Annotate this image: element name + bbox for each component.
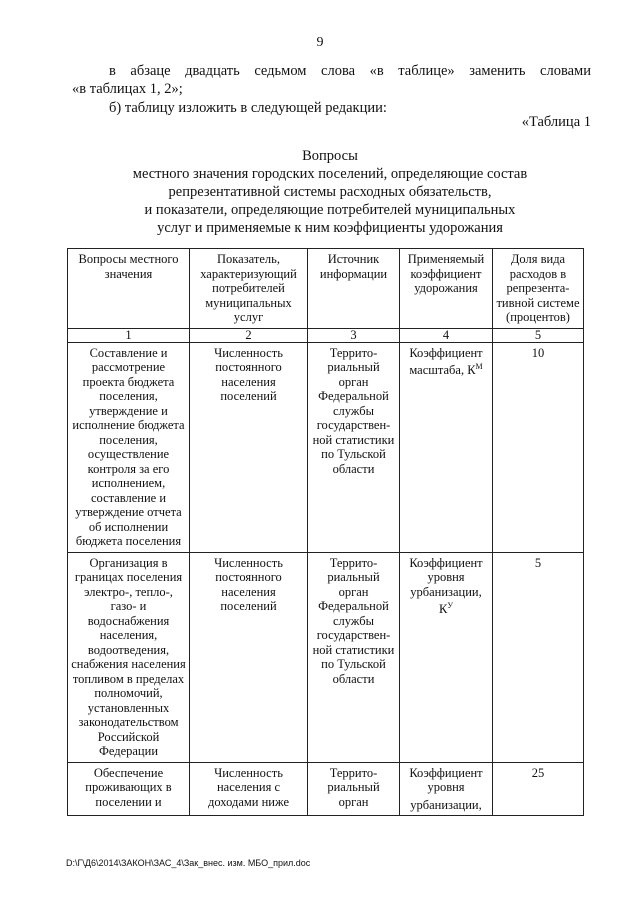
table-row [68,342,584,552]
word: заменить [469,63,526,79]
paragraph-b: б) таблицу изложить в следующей редакции: [109,100,387,116]
word: таблице» [398,63,455,79]
coefficient-cell [400,552,493,762]
word: словами [540,63,591,79]
share-cell: 5 [493,552,584,762]
column-number: 2 [190,328,308,342]
word: «в [369,63,384,79]
page-number: 9 [316,35,324,50]
column-number: 4 [400,328,493,342]
title-line: местного значения городских поселений, определяющие состав [132,166,528,182]
paragraph-a-line2: «в таблицах 1, 2»; [72,81,183,97]
title-line: услуг и применяемые к ним коэффициенты удорожания [157,220,503,236]
table-title [90,147,570,237]
source-cell: Террито-риальный орган Федеральной службы государствен-ной статистики по Тульской области [308,552,400,762]
question-cell: Организация в границах поселения электро-, тепло-, газо- и водоснабжения населения, водоотведения, снабжения населения топливом в пределах полномочий, установленных законодательством Российской Федерации [68,552,190,762]
paragraph-a-line1 [109,62,591,80]
header-cell: Вопросы местного значения [68,249,190,329]
header-row [68,249,584,329]
table-row [68,762,584,816]
coefficient-text: Коэффициент уровня урбанизации, К [409,555,483,617]
expenditure-table [67,248,584,816]
share-cell: 10 [493,342,584,552]
header-cell: Показатель, характеризующий потребителей муниципальных услуг [190,249,308,329]
coefficient-cell [400,762,493,816]
word: слова [321,63,356,79]
coefficient-text: Коэффициент уровня урбанизации, [409,765,483,812]
header-cell: Применяемый коэффициент удорожания [400,249,493,329]
source-cell: Террито-риальный орган [308,762,400,816]
file-path-footer: D:\Г\Д6\2014\ЗАКОН\ЗАС_4\Зак_внес. изм. МБО_прил.doc [66,858,311,868]
indicator-cell: Численность постоянного населения поселений [190,552,308,762]
share-cell: 25 [493,762,584,816]
coefficient-cell [400,342,493,552]
title-line: и показатели, определяющие потребителей муниципальных [144,202,516,218]
column-number-row [68,328,584,342]
indicator-cell: Численность населения с доходами ниже [190,762,308,816]
table-reference: «Таблица 1 [521,114,591,130]
question-cell: Составление и рассмотрение проекта бюджета поселения, утверждение и исполнение бюджета поселения, осуществление контроля за его исполнением, составление и утверждение отчета об исполнении бюджета поселения [68,342,190,552]
title-line: Вопросы [302,148,358,164]
coefficient-text: Коэффициент масштаба, К [409,345,483,378]
source-cell: Террито-риальный орган Федеральной службы государствен-ной статистики по Тульской области [308,342,400,552]
header-cell: Источник информации [308,249,400,329]
word: двадцать [185,63,240,79]
header-cell: Доля вида расходов в репрезента-тивной системе (процентов) [493,249,584,329]
table-row [68,552,584,762]
column-number: 5 [493,328,584,342]
word: абзаце [130,63,171,79]
column-number: 3 [308,328,400,342]
coefficient-superscript: У [447,601,453,610]
question-cell: Обеспечение проживающих в поселении и [68,762,190,816]
coefficient-superscript: М [475,362,483,371]
word: седьмом [254,63,307,79]
word: в [109,63,116,79]
title-line: репрезентативной системы расходных обязательств, [168,184,492,200]
indicator-cell: Численность постоянного населения поселений [190,342,308,552]
column-number: 1 [68,328,190,342]
